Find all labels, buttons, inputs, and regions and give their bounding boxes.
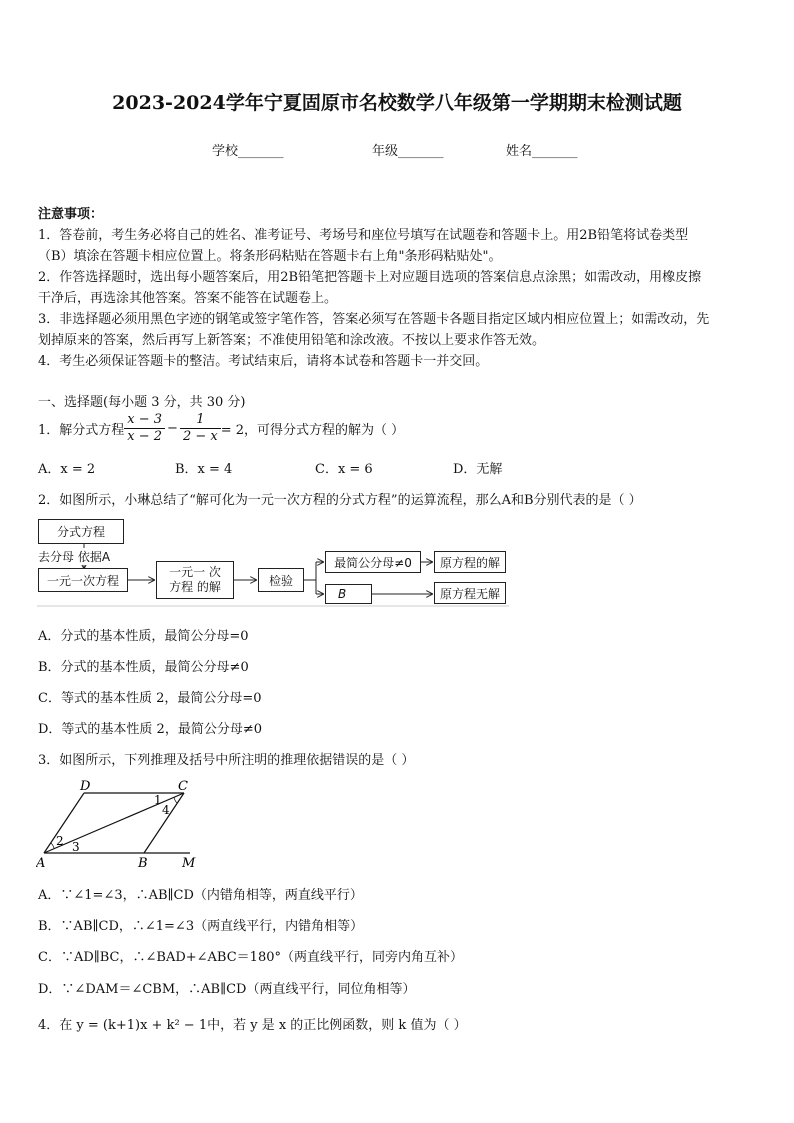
q1-frac1-denominator: x − 2 xyxy=(127,429,163,444)
flow-box-linear-solution xyxy=(156,561,234,599)
parallelogram-figure xyxy=(36,775,198,871)
angle-1-label: 1 xyxy=(154,793,162,807)
flow-solution-line-1: 一元一 次 xyxy=(169,565,221,579)
q3-option-a: A．∵∠1=∠3，∴AB∥CD（内错角相等，两直线平行） xyxy=(38,888,363,903)
q1-frac2-numerator: 1 xyxy=(180,412,221,429)
flowchart xyxy=(37,518,509,608)
flow-box-no-solution: 原方程无解 xyxy=(434,582,506,604)
flow-box-condition: 最简公分母≠0 xyxy=(325,551,421,573)
q1-minus: − xyxy=(167,421,178,436)
q1-prefix: 1．解分式方程 xyxy=(38,423,125,438)
flow-box-linear-equation: 一元一次方程 xyxy=(38,568,128,592)
q3-option-c: C．∵AD∥BC，∴∠BAD+∠ABC＝180°（两直线平行，同旁内角互补） xyxy=(38,950,463,965)
q2-option-c: C．等式的基本性质 2，最简公分母=0 xyxy=(38,691,262,706)
q1-fraction-2 xyxy=(180,412,221,445)
q1-frac2-denominator: 2 − x xyxy=(182,429,218,444)
notice-line: 划掉原来的答案，然后再写上新答案；不准使用铅笔和涂改液。不按以上要求作答无效。 xyxy=(38,333,546,348)
grade-field: 年级_______ xyxy=(372,144,444,159)
page-title: 2023-2024学年宁夏固原市名校数学八年级第一学期期末检测试题 xyxy=(112,92,682,114)
label-a: A xyxy=(36,856,46,871)
section-heading: 一、选择题(每小题 3 分，共 30 分) xyxy=(38,395,246,410)
notice-line: 4．考生必须保证答题卡的整洁。考试结束后，请将本试卷和答题卡一并交回。 xyxy=(38,354,489,369)
notice-line: 2．作答选择题时，选出每小题答案后，用2B铅笔把答题卡上对应题目选项的答案信息点涂黑；如需改动，用橡皮擦 xyxy=(38,270,702,285)
q1-frac1-numerator: x − 3 xyxy=(124,412,165,429)
q1-fraction-1 xyxy=(124,412,165,445)
q2-option-b: B．分式的基本性质，最简公分母≠0 xyxy=(38,660,249,675)
q1-option-d: D．无解 xyxy=(453,462,503,477)
question-2-stem: 2．如图所示，小琳总结了“解可化为一元一次方程的分式方程”的运算流程，那么A和B分别代表的是（ ） xyxy=(38,493,642,508)
q1-option-a: A．x = 2 xyxy=(38,462,96,477)
notice-heading: 注意事项： xyxy=(38,207,104,222)
label-b: B xyxy=(138,856,148,871)
q2-option-d: D．等式的基本性质 2，最简公分母≠0 xyxy=(38,722,262,737)
angle-4-label: 4 xyxy=(162,803,170,817)
notice-line: 1．答卷前，考生务必将自己的姓名、准考证号、考场号和座位号填写在试题卷和答题卡上。用2B铅笔将试卷类型 xyxy=(38,228,689,243)
flow-box-check: 检验 xyxy=(258,568,304,592)
flow-box-solution: 原方程的解 xyxy=(434,551,506,573)
angle-2-label: 2 xyxy=(56,834,64,848)
name-field: 姓名_______ xyxy=(506,144,578,159)
notice-line: 3．非选择题必须用黑色字迹的钢笔或签字笔作答，答案必须写在答题卡各题目指定区域内相应位置上；如需改动，先 xyxy=(38,312,710,327)
notice-line: （B）填涂在答题卡相应位置上。将条形码粘贴在答题卡右上角"条形码粘贴处"。 xyxy=(38,249,502,264)
flow-arrow-label: 去分母 依据A xyxy=(38,550,111,564)
question-1 xyxy=(38,412,404,445)
question-4-stem: 4．在 y = (k+1)x + k² − 1中，若 y 是 x 的正比例函数，则 k 值为（ ） xyxy=(38,1018,467,1033)
label-m: M xyxy=(182,856,196,871)
question-3-stem: 3．如图所示，下列推理及括号中所注明的推理依据错误的是（ ） xyxy=(38,753,415,768)
label-d: D xyxy=(80,779,91,794)
angle-3-label: 3 xyxy=(72,840,80,854)
q1-suffix: = 2，可得分式方程的解为（ ） xyxy=(220,423,405,438)
q1-option-b: B．x = 4 xyxy=(175,462,233,477)
notice-line: 干净后，再选涂其他答案。答案不能答在试题卷上。 xyxy=(38,291,338,306)
q1-option-c: C．x = 6 xyxy=(315,462,373,477)
school-field: 学校_______ xyxy=(212,144,284,159)
q3-option-d: D．∵∠DAM＝∠CBM，∴AB∥CD（两直线平行，同位角相等） xyxy=(38,982,416,997)
q3-option-b: B．∵AB∥CD，∴∠1=∠3（两直线平行，内错角相等） xyxy=(38,919,364,934)
q2-option-a: A．分式的基本性质，最简公分母=0 xyxy=(38,629,249,644)
flow-box-b: B xyxy=(325,584,372,604)
label-c: C xyxy=(178,779,188,794)
flow-solution-line-2: 方程 的解 xyxy=(169,580,221,594)
flow-box-fractional-equation: 分式方程 xyxy=(38,519,124,544)
